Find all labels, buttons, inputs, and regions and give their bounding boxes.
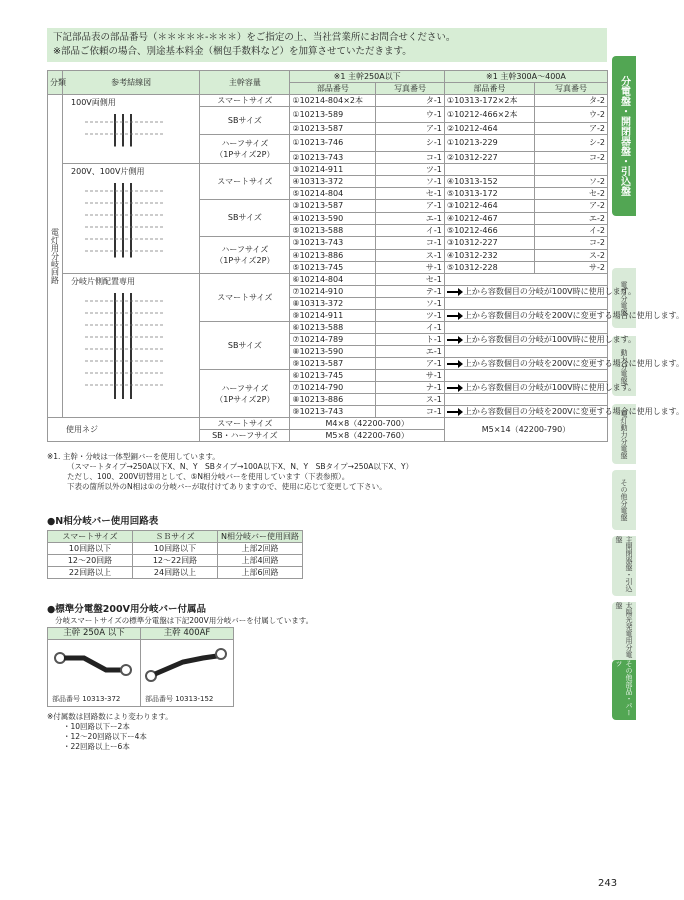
bar-note-3: ・22回路以上ー6本 <box>63 742 130 751</box>
photo-number-2: ア-2 <box>535 123 608 135</box>
photo-number-1: エ-1 <box>376 346 445 358</box>
arrow-icon <box>447 411 461 413</box>
bar-box-400-part: 部品番号 10313-152 <box>145 695 214 703</box>
capacity-label: スマートサイズ <box>217 96 273 105</box>
usage-note-text: 上から容数個目の分岐が100V時に使用します。 <box>463 287 636 296</box>
photo-number-1: ト-1 <box>376 334 445 346</box>
part-number-2: ②10212-464 <box>444 123 534 135</box>
ntable-h3: N相分岐バー使用回路 <box>218 531 303 543</box>
photo-number-1: シ-1 <box>376 135 445 151</box>
photo-number-1: イ-1 <box>376 224 445 236</box>
part-number-1: ①10213-589 <box>290 107 376 123</box>
bar-notes <box>47 712 173 752</box>
section-title: 100V両側用 <box>71 98 116 107</box>
arrow-icon <box>447 387 461 389</box>
screw-smart: スマートサイズ <box>200 418 290 430</box>
part-number-2: ①10313-172×2本 <box>444 95 534 107</box>
capacity-cell <box>200 322 290 370</box>
header-diagram: 参考結線図 <box>63 71 200 95</box>
header-capacity: 主幹容量 <box>200 71 290 95</box>
usage-note <box>444 358 684 370</box>
footnote-3: ただし、100、200V切替用として、⑤N相分岐バーを使用しています（下表参照）。 <box>67 472 350 481</box>
usage-note <box>444 346 607 358</box>
photo-number-2: シ-2 <box>535 135 608 151</box>
ntable-cell: 22回路以上 <box>48 567 133 579</box>
header-photo-2: 写真番号 <box>535 83 608 95</box>
photo-number-1: サ-1 <box>376 262 445 274</box>
photo-number-1: セ-1 <box>376 187 445 199</box>
photo-number-1: ツ-1 <box>376 163 445 175</box>
ntable-cell: 10回路以下 <box>133 543 218 555</box>
part-number-1: ⑥10213-745 <box>290 370 376 382</box>
ntable-cell: 12〜22回路 <box>133 555 218 567</box>
header-group-1: ※1 主幹250A以下 <box>290 71 444 83</box>
wiring-diagram <box>65 108 185 161</box>
header-group-2: ※1 主幹300A〜400A <box>444 71 607 83</box>
part-number-1: ③10214-911 <box>290 163 376 175</box>
photo-number-2: ソ-2 <box>535 175 608 187</box>
part-number-1: ⑦10214-789 <box>290 334 376 346</box>
capacity-label: （1Pサイズ2P） <box>215 255 275 265</box>
branch-bar-400-image <box>143 644 229 684</box>
header-photo-1: 写真番号 <box>376 83 445 95</box>
tab-power[interactable]: 動力分電盤 <box>612 336 636 396</box>
photo-number-1: イ-1 <box>376 322 445 334</box>
screw-smart-val: M4×8（42200-700） <box>290 418 444 430</box>
header-part-2: 部品番号 <box>444 83 534 95</box>
tab-other[interactable]: その他分電盤 <box>612 470 636 530</box>
photo-number-1: コ-1 <box>376 236 445 249</box>
part-number-2: ⑤10313-172 <box>444 187 534 199</box>
part-number-1: ①10213-746 <box>290 135 376 151</box>
capacity-cell <box>200 236 290 273</box>
photo-number-2: ウ-2 <box>535 107 608 123</box>
footnote <box>47 452 413 492</box>
footnote-4: 下表の箇所以外のN相は①の分岐バーが取付けてありますので、使用に応じて変更して下さい。 <box>67 482 387 491</box>
part-number-1: ⑧10213-590 <box>290 346 376 358</box>
photo-number-1: ア-1 <box>376 358 445 370</box>
photo-number-1: ア-1 <box>376 199 445 212</box>
usage-note <box>444 310 684 322</box>
part-number-1: ⑦10214-790 <box>290 382 376 394</box>
photo-number-1: ス-1 <box>376 250 445 262</box>
capacity-cell <box>200 163 290 199</box>
capacity-cell <box>200 370 290 418</box>
part-number-2: ③10312-227 <box>444 236 534 249</box>
capacity-label: （1Pサイズ2P） <box>215 149 275 159</box>
bar-box-250-part: 部品番号 10313-372 <box>52 695 121 703</box>
part-number-2: ②10312-227 <box>444 151 534 163</box>
part-number-2 <box>444 163 534 175</box>
part-number-1: ④10313-372 <box>290 175 376 187</box>
photo-number-2: コ-2 <box>535 151 608 163</box>
notice-line-2: ※部品ご依頼の場合、別途基本料金（梱包手数料など）を加算させていただきます。 <box>53 46 412 57</box>
part-number-1: ⑧10213-886 <box>290 394 376 406</box>
photo-number-1: エ-1 <box>376 212 445 224</box>
usage-note-text: 上から容数個目の分岐を200Vに変更する場合に使用します。 <box>463 407 684 416</box>
capacity-label: ハーフサイズ <box>221 138 269 148</box>
capacity-label: SBサイズ <box>227 341 262 350</box>
bar-box-250-title: 主幹 250A 以下 <box>48 628 140 640</box>
diagram-cell <box>63 95 200 164</box>
notice-line-1: 下記部品表の部品番号（＊＊＊＊＊-＊＊＊）をご指定の上、当社営業所にお問合せください。 <box>53 32 456 43</box>
part-number-1: ②10213-587 <box>290 123 376 135</box>
arrow-icon <box>447 339 461 341</box>
capacity-cell <box>200 199 290 236</box>
part-number-2: ①10213-229 <box>444 135 534 151</box>
usage-note <box>444 406 684 418</box>
part-number-1: ⑨10213-587 <box>290 358 376 370</box>
photo-number-2: タ-2 <box>535 95 608 107</box>
notice-box <box>47 28 607 62</box>
photo-number-1: ソ-1 <box>376 298 445 310</box>
part-number-1: ⑧10313-372 <box>290 298 376 310</box>
part-number-1: ①10214-804×2本 <box>290 95 376 107</box>
screw-label: 使用ネジ <box>48 418 200 442</box>
part-number-1: ③10213-587 <box>290 199 376 212</box>
usage-note <box>444 298 607 310</box>
capacity-cell <box>200 95 290 107</box>
usage-note-text: 上から容数個目の分岐が100V時に使用します。 <box>463 383 636 392</box>
ntable-cell: 10回路以下 <box>48 543 133 555</box>
photo-number-2: ス-2 <box>535 250 608 262</box>
diagram-cell <box>63 274 200 418</box>
header-part-1: 部品番号 <box>290 83 376 95</box>
wiring-diagram <box>65 177 185 272</box>
tab-parts[interactable]: その他部品・パーツ <box>612 660 636 720</box>
photo-number-1: サ-1 <box>376 370 445 382</box>
ntable-cell: 上部6回路 <box>218 567 303 579</box>
part-number-1: ⑤10214-804 <box>290 187 376 199</box>
capacity-cell <box>200 135 290 163</box>
usage-note <box>444 322 607 334</box>
screw-sb: SB・ハーフサイズ <box>200 430 290 442</box>
usage-note-text: 上から容数個目の分岐が100V時に使用します。 <box>463 335 636 344</box>
photo-number-1: ス-1 <box>376 394 445 406</box>
ntable-h2: ＳＢサイズ <box>133 531 218 543</box>
part-number-1: ⑨10214-911 <box>290 310 376 322</box>
part-number-2: ⑤10212-466 <box>444 224 534 236</box>
part-number-2: ①10212-466×2本 <box>444 107 534 123</box>
n-phase-table <box>47 530 303 579</box>
tab-lighting[interactable]: 電灯分電盤 <box>612 268 636 328</box>
photo-number-2: サ-2 <box>535 262 608 274</box>
tab-main[interactable]: 分電盤・開閉器盤・引込盤 <box>612 56 636 216</box>
photo-number-1: ウ-1 <box>376 107 445 123</box>
photo-number-2: イ-2 <box>535 224 608 236</box>
part-number-2: ④10312-232 <box>444 250 534 262</box>
tab-main-switch[interactable]: 主開閉器盤・引込盤 <box>612 536 636 596</box>
header-class: 分類 <box>48 71 63 95</box>
capacity-label: SBサイズ <box>227 213 262 223</box>
part-number-1: ②10213-743 <box>290 151 376 163</box>
usage-note <box>444 274 607 286</box>
part-number-2: ⑤10312-228 <box>444 262 534 274</box>
capacity-label: SBサイズ <box>227 116 262 126</box>
usage-note-text: 上から容数個目の分岐を200Vに変更する場合に使用します。 <box>463 359 684 368</box>
capacity-label: ハーフサイズ <box>221 244 269 254</box>
tab-lighting-power[interactable]: 電灯動力分電盤 <box>612 404 636 464</box>
table-row <box>48 95 608 107</box>
ntable-h1: スマートサイズ <box>48 531 133 543</box>
photo-number-1: ナ-1 <box>376 382 445 394</box>
photo-number-1: コ-1 <box>376 151 445 163</box>
part-number-1: ⑥10213-588 <box>290 322 376 334</box>
usage-note <box>444 370 607 382</box>
part-number-1: ⑨10213-743 <box>290 406 376 418</box>
wiring-diagram <box>65 287 185 413</box>
usage-note <box>444 382 636 394</box>
section-title: 200V、100V片側用 <box>71 166 145 176</box>
part-number-1: ⑦10214-910 <box>290 286 376 298</box>
bar-title: ●標準分電盤200V用分岐バー付属品 <box>47 604 206 615</box>
usage-note-text: 上から容数個目の分岐を200Vに変更する場合に使用します。 <box>463 311 684 320</box>
part-number-2: ④10313-152 <box>444 175 534 187</box>
category-label: 電灯用分岐回路 <box>48 95 63 418</box>
part-number-1: ④10213-590 <box>290 212 376 224</box>
photo-number-2: セ-2 <box>535 187 608 199</box>
ntable-title: ●N相分岐バー使用回路表 <box>47 516 159 527</box>
table-row <box>48 163 608 175</box>
bar-box-250 <box>47 627 141 707</box>
capacity-label: スマートサイズ <box>217 293 273 302</box>
bar-box-400 <box>140 627 234 707</box>
ntable-cell: 上部2回路 <box>218 543 303 555</box>
ntable-cell: 12〜20回路 <box>48 555 133 567</box>
bar-description: 分岐スマートサイズの標準分電盤は下記200V用分岐バーを付属しています。 <box>55 616 314 625</box>
capacity-cell <box>200 107 290 135</box>
capacity-cell <box>200 274 290 322</box>
photo-number-2 <box>535 163 608 175</box>
part-number-2: ④10212-467 <box>444 212 534 224</box>
photo-number-2: コ-2 <box>535 236 608 249</box>
arrow-icon <box>447 291 461 293</box>
capacity-label: ハーフサイズ <box>221 383 269 393</box>
photo-number-1: タ-1 <box>376 95 445 107</box>
usage-note <box>444 334 636 346</box>
photo-number-1: コ-1 <box>376 406 445 418</box>
ntable-cell: 上部4回路 <box>218 555 303 567</box>
capacity-label: スマートサイズ <box>217 176 273 186</box>
footnote-2: （スマートタイプ→250A以下X、N、Y SBタイプ→100A以下X、N、Y SBタイプ→250A以下X、Y） <box>67 462 414 471</box>
part-number-1: ③10213-743 <box>290 236 376 249</box>
usage-note <box>444 394 607 406</box>
part-number-1: ⑥10214-804 <box>290 274 376 286</box>
photo-number-1: ア-1 <box>376 123 445 135</box>
diagram-cell <box>63 163 200 274</box>
arrow-icon <box>447 315 461 317</box>
photo-number-2: エ-2 <box>535 212 608 224</box>
footnote-1: ※1. 主幹・分岐は一体型銅バーを使用しています。 <box>47 452 220 461</box>
arrow-icon <box>447 363 461 365</box>
usage-note <box>444 286 636 298</box>
part-number-2: ③10212-464 <box>444 199 534 212</box>
branch-bar-250-image <box>50 644 136 684</box>
tab-solar[interactable]: 太陽光発電用分電盤 <box>612 602 636 662</box>
photo-number-1: テ-1 <box>376 286 445 298</box>
section-title: 分岐片側配置専用 <box>71 277 136 286</box>
table-row <box>48 274 608 286</box>
bar-note-1: ・10回路以下ー2本 <box>63 722 130 731</box>
bar-box-400-title: 主幹 400AF <box>141 628 233 640</box>
part-number-1: ④10213-886 <box>290 250 376 262</box>
bar-note-2: ・12〜20回路以下ー4本 <box>63 732 147 741</box>
photo-number-1: ソ-1 <box>376 175 445 187</box>
photo-number-1: ツ-1 <box>376 310 445 322</box>
part-number-1: ⑤10213-588 <box>290 224 376 236</box>
photo-number-2: ア-2 <box>535 199 608 212</box>
part-number-1: ⑤10213-745 <box>290 262 376 274</box>
page-number: 243 <box>598 878 618 889</box>
ntable-cell: 24回路以上 <box>133 567 218 579</box>
screw-g2-val: M5×14（42200-790） <box>444 418 607 442</box>
screw-sb-val: M5×8（42200-760） <box>290 430 444 442</box>
bar-note: ※付属数は回路数により変わります。 <box>47 712 173 721</box>
capacity-label: （1Pサイズ2P） <box>215 394 275 404</box>
photo-number-1: セ-1 <box>376 274 445 286</box>
